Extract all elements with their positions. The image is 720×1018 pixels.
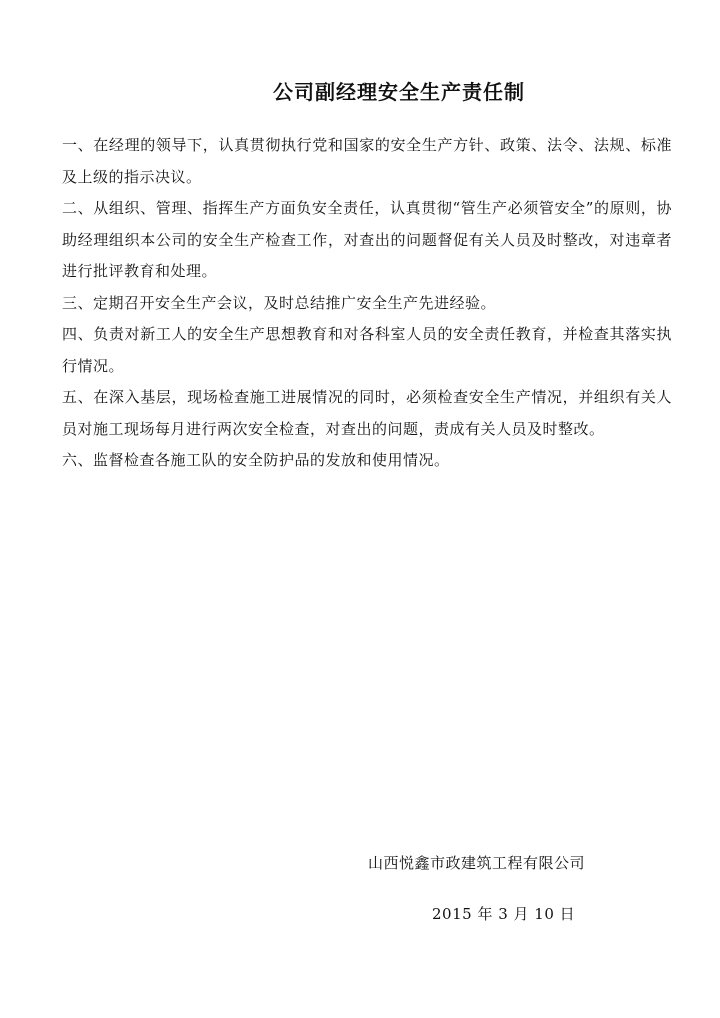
paragraph-5: 五、在深入基层，现场检查施工进展情况的同时，必须检查安全生产情况，并组织有关人员对施工现场每月进行两次安全检查，对查出的问题，责成有关人员及时整改。 bbox=[62, 388, 672, 438]
paragraph-1: 一、在经理的领导下，认真贯彻执行党和国家的安全生产方针、政策、法令、法规、标准及上级的指示决议。 bbox=[62, 136, 672, 186]
document-title: 公司副经理安全生产责任制 bbox=[273, 80, 525, 104]
paragraph-6: 六、监督检查各施工队的安全防护品的发放和使用情况。 bbox=[62, 451, 450, 469]
paragraph-3: 三、定期召开安全生产会议，及时总结推广安全生产先进经验。 bbox=[62, 293, 497, 312]
document-date: 2015 年 3 月 10 日 bbox=[432, 905, 576, 923]
company-signature: 山西悦鑫市政建筑工程有限公司 bbox=[368, 854, 586, 872]
paragraph-4: 四、负责对新工人的安全生产思想教育和对各科室人员的安全责任教育，并检查其落实执行情况。 bbox=[62, 325, 672, 375]
paragraph-2: 二、从组织、管理、指挥生产方面负安全责任，认真贯彻“管生产必须管安全”的原则，协助经理组织本公司的安全生产检查工作，对查出的问题督促有关人员及时整改，对违章者进行批评教育和处理。 bbox=[62, 199, 672, 280]
document-body bbox=[62, 130, 672, 477]
